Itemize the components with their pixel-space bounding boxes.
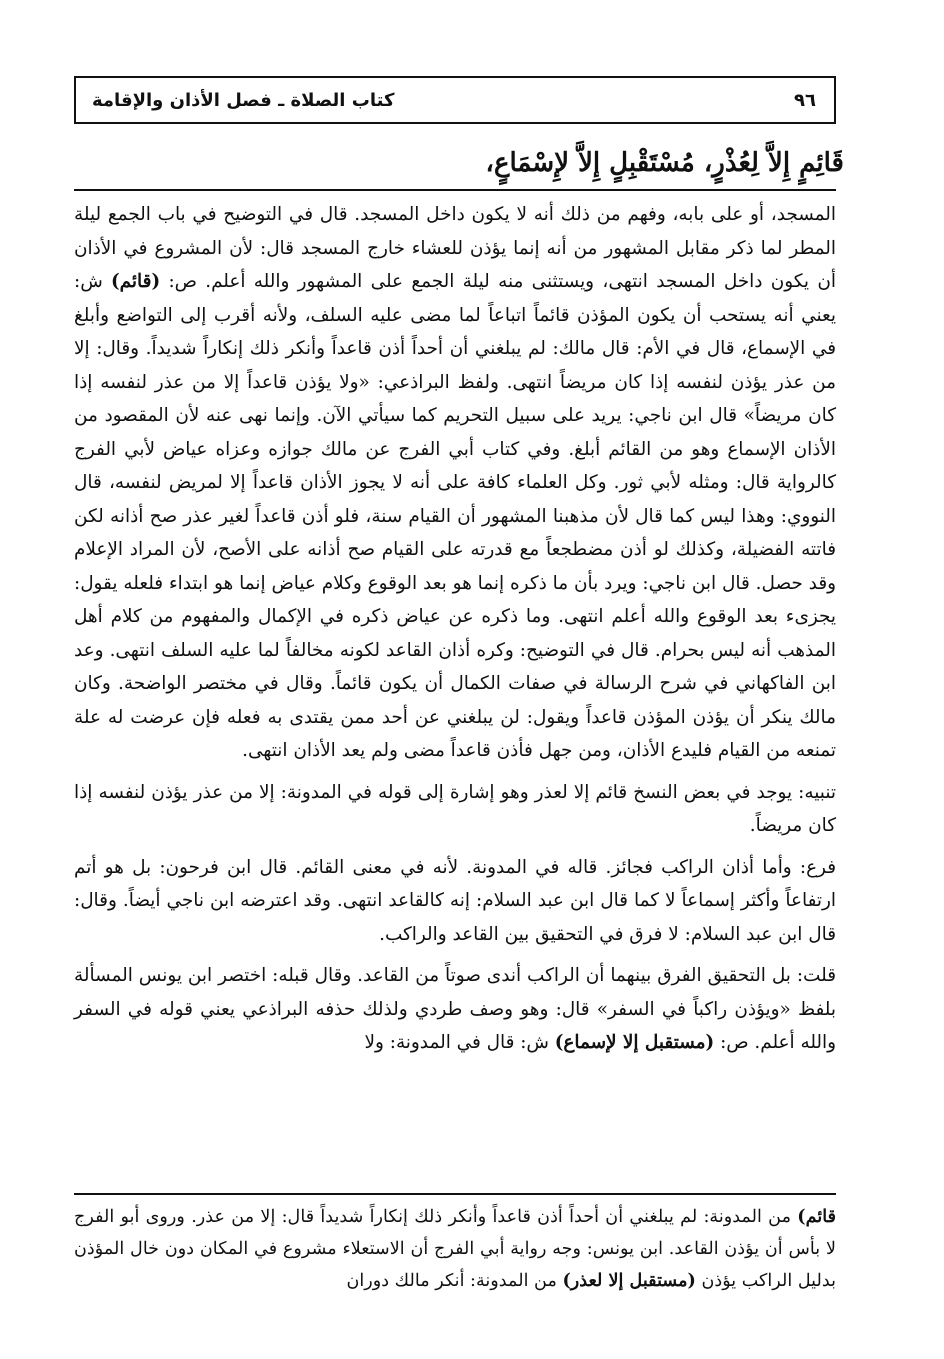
commentary-text: المسجد، أو على بابه، وفهم من ذلك أنه لا يكون داخل المسجد. قال في التوضيح في باب الجمع ليلة المطر لما ذكر مقابل المشهور من أنه إنما يؤذن للعشاء خارج المسجد قال: لأن المشروع في الأذان أن يكون داخل المسجد انتهى، ويستثنى منه ليلة الجمع على المشهور والله أعلم. ص: xyxy=(74,204,836,292)
lemma-term: (قائم) xyxy=(110,271,161,292)
footnote-term: قائم) xyxy=(797,1206,836,1227)
commentary-paragraph xyxy=(74,198,836,768)
matn-text: قَائِمٍ إِلاَّ لِعُذْرٍ، مُسْتَقْبِلٍ إِلاَّ لإِسْمَاعٍ، xyxy=(485,148,844,178)
footnote-section xyxy=(74,1201,836,1297)
commentary-paragraph: فرع: وأما أذان الراكب فجائز. قاله في المدونة. لأنه في معنى القائم. قال ابن فرحون: بل هو أتم ارتفاعاً وأكثر إسماعاً لا كما قال ابن عبد السلام: إنه كالقاعد انتهى. وقد اعترضه ابن ناجي أيضاً. وقال: قال ابن عبد السلام: لا فرق في التحقيق بين القاعد والراكب. xyxy=(74,856,836,945)
footnote-text: من المدونة: لم يبلغني أن أحداً أذن قاعداً وأنكر ذلك إنكاراً شديداً قال: إلا من عذر. وروى أبو الفرج لا بأس أن يؤذن القاعد. ابن يونس: وجه رواية أبي الفرج أن الاستعلاء مشروع في المكان دون خال المؤذن بدليل الراكب يؤذن xyxy=(74,1207,836,1291)
footnote-text: من المدونة: أنكر مالك دوران xyxy=(346,1271,563,1291)
divider-footnote xyxy=(74,1193,836,1195)
page-number: ٩٦ xyxy=(794,89,816,111)
commentary-paragraph: تنبيه: يوجد في بعض النسخ قائم إلا لعذر وهو إشارة إلى قوله في المدونة: إلا من عذر يؤذن لنفسه إذا كان مريضاً. xyxy=(74,781,836,836)
divider-top xyxy=(74,189,836,191)
commentary-text: ش: يعني أنه يستحب أن يكون المؤذن قائماً اتباعاً لما مضى عليه السلف، ولأنه أقرب إلى التواضع وأبلغ في الإسماع، قال في الأم: قال مالك: لم يبلغني أن أحداً أذن قاعداً وأنكر ذلك إنكاراً شديداً. وقال: إلا من عذر يؤذن لنفسه إذا كان مريضاً انتهى. ولفظ البراذعي: «ولا يؤذن قاعداً إلا من عذر لنفسه إذا كان مريضاً» قال ابن ناجي: يريد على سبيل التحريم كما سيأتي الآن. وإنما نهى عنه لأن المقصود من الأذان الإسماع وهو من القائم أبلغ. وفي كتاب أبي الفرج عن مالك جوازه وعزاه عياض لأبي الفرج كالرواية قال: ومثله لأبي ثور. وكل العلماء كافة على أنه لا يجوز الأذان قاعداً إلا لمريض لنفسه، قال النووي: وهذا ليس كما قال لأن مذهبنا المشهور أن القيام سنة، فلو أذن قاعداً لغير عذر صح أذانه لكن فاتته الفضيلة، وكذلك لو أذن مضطجعاً مع قدرته على القيام صح أذانه على الأصح، لأن المراد الإعلام وقد حصل. قال ابن ناجي: ويرد بأن ما ذكره إنما هو بعد الوقوع وكلام عياض إنما هو ابتداء فلعله يقول: يجزىء بعد الوقوع والله أعلم انتهى. وما ذكره عن عياض ذكره في الإكمال والمفهوم من كلام أهل المذهب أنه ليس بحرام. قال في التوضيح: وكره أذان القاعد لكونه مخالفاً لما عليه السلف انتهى. وعد ابن الفاكهاني في شرح الرسالة في صفات الكمال أن يكون قائماً. وقال في مختصر الواضحة. وكان مالك ينكر أن يؤذن المؤذن قاعداً ويقول: لن يبلغني عن أحد ممن يقتدى به فعله فإن عرضت له علة تمنعه من القيام فليدع الأذان، ومن جهل فأذن قاعداً مضى ولم يعد الأذان انتهى. xyxy=(74,271,836,761)
running-title: كتاب الصلاة ـ فصل الأذان والإقامة xyxy=(92,89,395,111)
lemma-term: (مستقبل إلا لإسماع) xyxy=(554,1032,715,1053)
footnote-paragraph xyxy=(74,1201,836,1297)
page-header xyxy=(74,76,836,124)
commentary-paragraph xyxy=(74,959,836,1060)
commentary-text: قلت: بل التحقيق الفرق بينهما أن الراكب أندى صوتاً من القاعد. وقال قبله: اختصر ابن يونس المسألة بلفظ «ويؤذن راكباً في السفر» قال: وهو وصف طردي ولذلك حذفه البراذعي يعني قوله في السفر والله أعلم. ص: xyxy=(74,965,836,1053)
commentary-text: ش: قال في المدونة: ولا xyxy=(364,1032,555,1053)
footnote-term: (مستقبل إلا لعذر) xyxy=(562,1270,696,1291)
commentary-body xyxy=(74,198,836,1060)
